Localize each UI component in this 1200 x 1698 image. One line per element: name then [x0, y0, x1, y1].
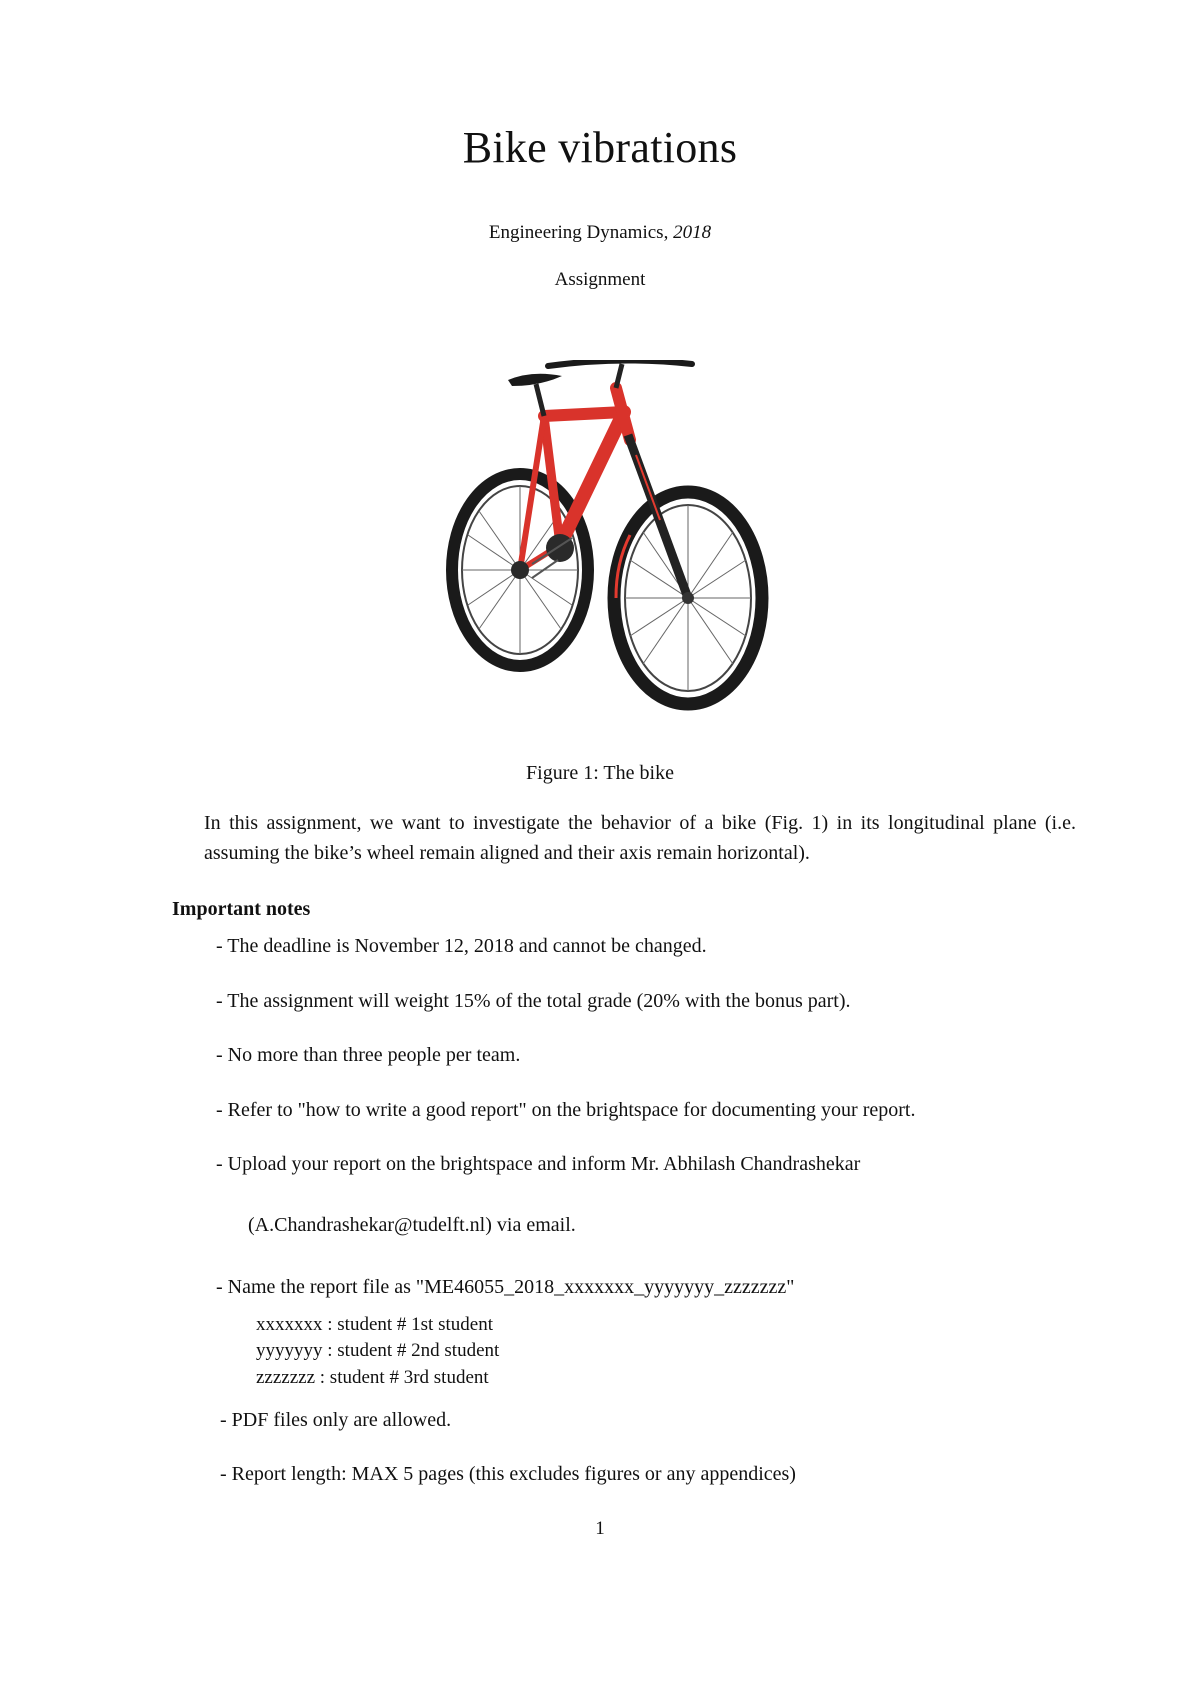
bike-image	[440, 360, 772, 716]
document-title: Bike vibrations	[462, 123, 738, 172]
notes-heading: Important notes	[172, 898, 311, 920]
student-line: zzzzzzz : student # 3rd student	[256, 1367, 489, 1388]
crankset	[546, 534, 574, 562]
note-deadline: - The deadline is November 12, 2018 and cannot be changed.	[216, 935, 707, 957]
note-team: - No more than three people per team.	[216, 1044, 521, 1066]
note-email: (A.Chandrashekar@tudelft.nl) via email.	[248, 1214, 576, 1236]
course-name: Engineering Dynamics,	[488, 222, 669, 243]
note-refer: - Refer to "how to write a good report" on the brightspace for documenting your report.	[216, 1099, 916, 1121]
note-weight: - The assignment will weight 15% of the total grade (20% with the bonus part).	[216, 990, 851, 1012]
student-line: yyyyyyy : student # 2nd student	[256, 1340, 500, 1361]
intro-paragraph: In this assignment, we want to investigate the behavior of a bike (Fig. 1) in its longitudinal plane (i.e. assuming the bike’s wheel remain aligned and their axis remain horizontal).	[204, 812, 1076, 864]
student-line: xxxxxxx : student # 1st student	[256, 1314, 493, 1335]
note-file-name: - Name the report file as "ME46055_2018_xxxxxxx_yyyyyyy_zzzzzzz"	[216, 1276, 795, 1298]
note-length: - Report length: MAX 5 pages (this excludes figures or any appendices)	[220, 1463, 796, 1485]
saddle	[508, 374, 562, 386]
course-line	[0, 222, 1200, 244]
figure-caption: Figure 1: The bike	[526, 762, 674, 784]
course-year: 2018	[673, 222, 712, 243]
note-upload: - Upload your report on the brightspace and inform Mr. Abhilash Chandrashekar	[216, 1153, 861, 1175]
page-number: 1	[595, 1518, 605, 1539]
note-pdf: - PDF files only are allowed.	[220, 1409, 452, 1431]
document-kind: Assignment	[554, 269, 646, 290]
